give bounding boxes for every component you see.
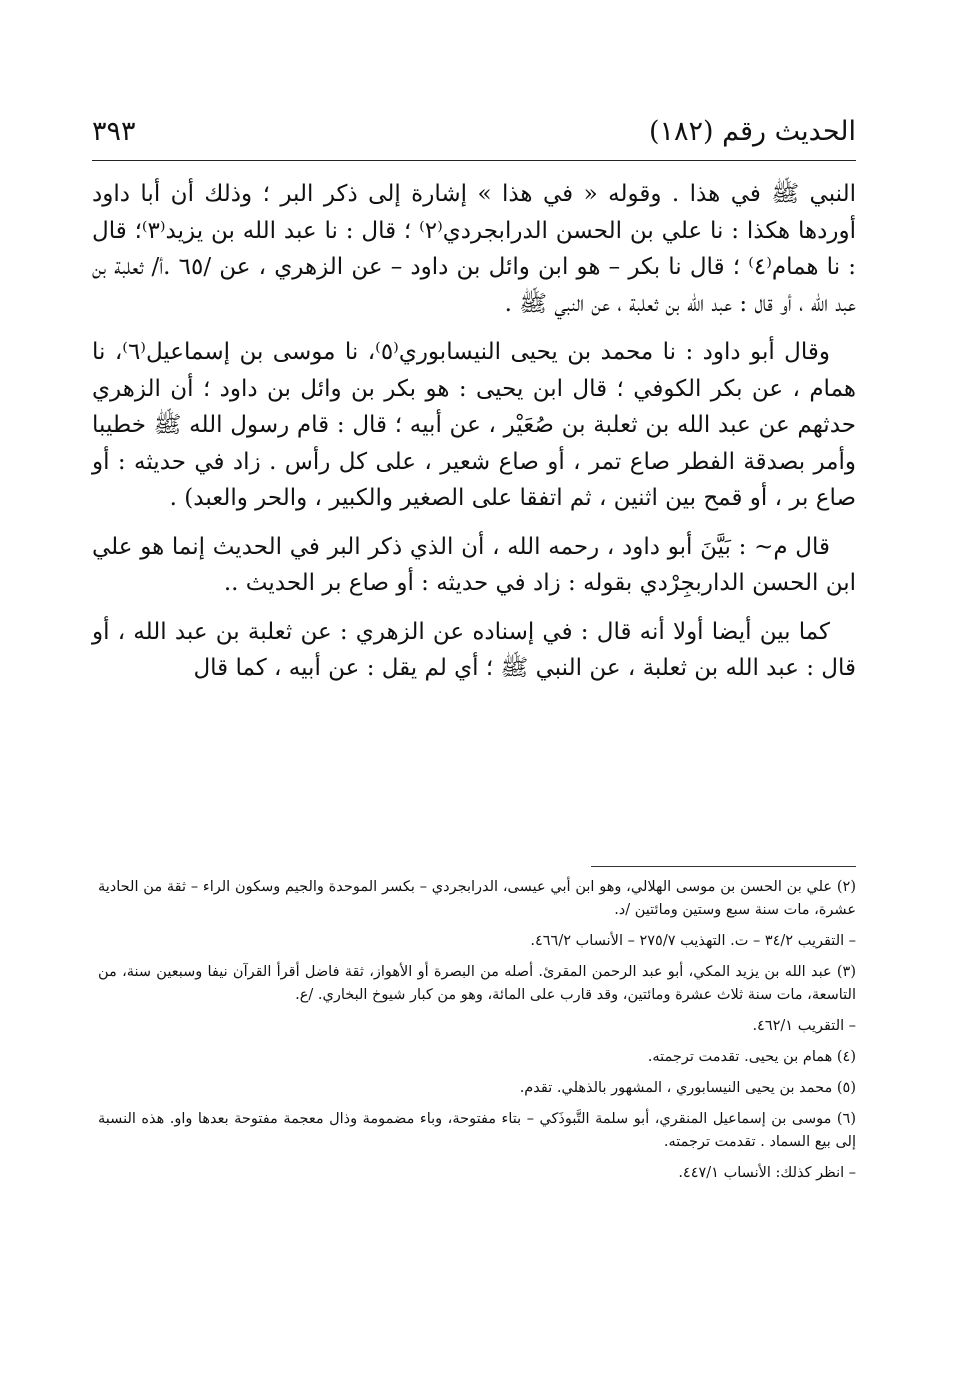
footnote-reference: – التقريب ٣٤/٢ – ت. التهذيب ٢٧٥/٧ – الأنساب ٤٦٦/٢.	[530, 933, 856, 949]
footnote-reference: – انظر كذلك: الأنساب ٤٤٧/١.	[678, 1165, 856, 1181]
footnotes-section	[98, 876, 856, 1193]
running-title: الحديث رقم (١٨٢)	[648, 116, 856, 147]
footnote: (٦) موسى بن إسماعيل المنقري، أبو سلمة التَّبوذَكي – بتاء مفتوحة، وباء مضمومة وذال معجمة مفتوحة بعدها واو. هذه النسبة إلى بيع السماد . تقدمت ترجمته.	[98, 1111, 856, 1150]
page-header	[92, 112, 856, 156]
footnote: (٥) محمد بن يحيى النيسابوري ، المشهور بالذهلي. تقدم.	[519, 1080, 856, 1096]
header-rule	[92, 160, 856, 161]
footnote-reference: – التقريب ٤٦٢/١.	[752, 1018, 856, 1034]
footnote: (٤) همام بن يحيى. تقدمت ترجمته.	[647, 1049, 856, 1065]
footnote: (٣) عبد الله بن يزيد المكي، أبو عبد الرحمن المقرئ. أصله من البصرة أو الأهواز، ثقة فاضل أقرأ القرآن نيفا وسبعين سنة، من التاسعة، مات سنة ثلاث عشرة ومائتين، وقد قارب على المائة، وهو من كبار شيوخ البخاري. /ع.	[98, 964, 856, 1003]
body-paragraph: كما بين أيضا أولا أنه قال : في إسناده عن الزهري : عن ثعلبة بن عبد الله ، أو قال : عبد الله بن ثعلبة ، عن النبي ﷺ ؛ أي لم يقل : عن أبيه ، كما قال	[92, 618, 856, 681]
footnote-separator	[591, 866, 856, 867]
body-paragraph: قال م~ : بَيَّنَ أبو داود ، رحمه الله ، أن الذي ذكر البر في الحديث إنما هو علي ابن الحسن الداربجِرْدي بقوله : زاد في حديثه : أو صاع بر الحديث ..	[92, 533, 856, 596]
page-number: ٣٩٣	[92, 116, 136, 147]
body-paragraph: النبي ﷺ في هذا . وقوله « في هذا » إشارة إلى ذكر البر ؛ وذلك أن أبا داود أوردها هكذا : نا علي بن الحسن الدرابجردي⁽٢⁾ ؛ قال : نا عبد الله بن يزيد⁽٣⁾؛ قال : نا همام⁽٤⁾ ؛ قال نا بكر – هو ابن وائل بن داود – عن الزهري ، عن /٦٥ .أ/ ثعلبة بن عبد الله ، أو قال : عبد الله بن ثعلبة ، عن النبي ﷺ .	[92, 181, 856, 317]
main-text	[92, 176, 856, 699]
footnote: (٢) علي بن الحسن بن موسى الهلالي، وهو ابن أبي عيسى، الدرابجردي – بكسر الموحدة والجيم وسكون الراء – ثقة من الحادية عشرة، مات سنة سبع وستين ومائتين /د.	[98, 879, 856, 918]
body-paragraph: وقال أبو داود : نا محمد بن يحيى النيسابوري⁽٥⁾، نا موسى بن إسماعيل⁽٦⁾، نا همام ، عن بكر الكوفي ؛ قال ابن يحيى : هو بكر بن وائل بن داود ؛ أن الزهري حدثهم عن عبد الله بن ثعلبة بن صُعَيْر ، عن أبيه ؛ قال : قام رسول الله ﷺ خطيبا وأمر بصدقة الفطر صاع تمر ، أو صاع شعير ، على كل رأس . زاد في حديثه : أو صاع بر ، أو قمح بين اثنين ، ثم اتفقا على الصغير والكبير ، والحر والعبد) .	[92, 339, 856, 511]
